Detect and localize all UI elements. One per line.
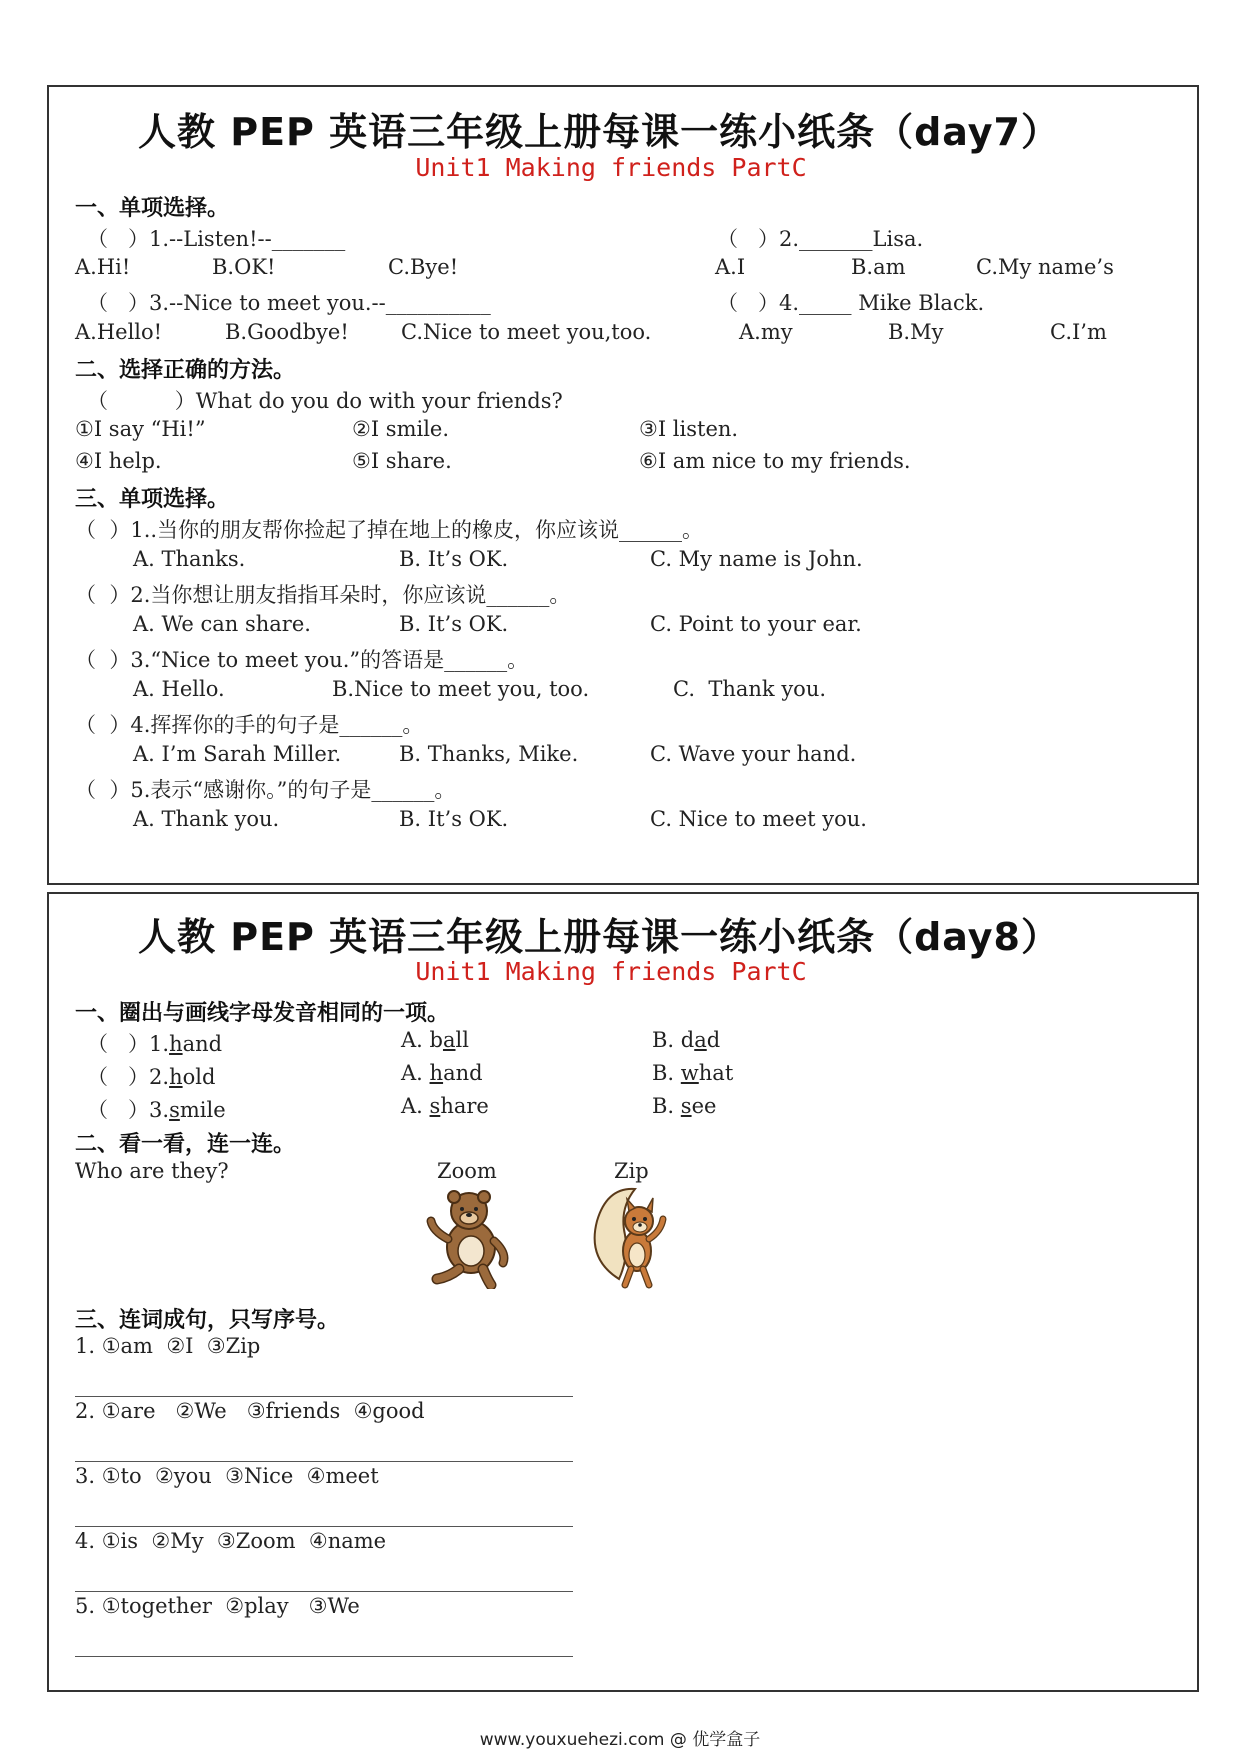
character-name-zoom: Zoom: [437, 1159, 497, 1183]
option: B. It’s OK.: [399, 547, 509, 571]
option: ④I help.: [75, 449, 162, 473]
option: ②I smile.: [352, 417, 450, 441]
question: Who are they?: [75, 1159, 229, 1183]
question-4: （ ）4._____ Mike Black.: [717, 291, 985, 315]
question-1: （ ）1.--Listen!--_______: [87, 227, 346, 251]
option: C. Nice to meet you.: [650, 807, 867, 831]
question-2: （ ）2.当你想让朋友指指耳朵时，你应该说______。: [75, 583, 571, 607]
section-heading: 一、单项选择。: [75, 196, 230, 221]
answer-line[interactable]: [75, 1656, 573, 1657]
worksheet-day7: [47, 85, 1199, 885]
section-heading: 三、单项选择。: [75, 487, 230, 512]
option: A.I: [715, 255, 746, 279]
footer-watermark: www.youxuehezi.com @ 优学盒子: [479, 1730, 761, 1750]
option: A. Hello.: [133, 677, 225, 701]
option-a: A. share: [401, 1094, 489, 1118]
worksheet-title: 人教 PEP 英语三年级上册每课一练小纸条（day7）: [137, 110, 1060, 154]
option: A. Thank you.: [133, 807, 280, 831]
answer-line[interactable]: [75, 1461, 573, 1462]
answer-line[interactable]: [75, 1396, 573, 1397]
section-heading: 二、选择正确的方法。: [75, 358, 296, 383]
section-heading: 三、连词成句，只写序号。: [75, 1308, 340, 1333]
option: B. Thanks, Mike.: [399, 742, 579, 766]
question-5: （ ）5.表示“感谢你。”的句子是______。: [75, 778, 456, 802]
sentence-item-5: 5. ①together ②play ③We: [75, 1594, 360, 1618]
option: B.OK!: [212, 255, 276, 279]
option: B.am: [851, 255, 906, 279]
sentence-item-3: 3. ①to ②you ③Nice ④meet: [75, 1464, 379, 1488]
option: C.My name’s: [976, 255, 1114, 279]
sentence-item-4: 4. ①is ②My ③Zoom ④name: [75, 1529, 387, 1553]
option: A. We can share.: [133, 612, 311, 636]
question: （ ）What do you do with your friends?: [87, 389, 563, 413]
option-b: B. what: [652, 1061, 734, 1085]
squirrel-zip-illustration: [589, 1179, 679, 1291]
question-1: （ ）1..当你的朋友帮你捡起了掉在地上的橡皮，你应该说______。: [75, 518, 704, 542]
option: ①I say “Hi!”: [75, 417, 206, 441]
option: ⑥I am nice to my friends.: [639, 449, 911, 473]
character-name-zip: Zip: [614, 1159, 649, 1183]
pronunciation-row: （ ）1.hand: [87, 1032, 223, 1056]
section-heading: 二、看一看，连一连。: [75, 1132, 296, 1157]
option: C.Nice to meet you,too.: [401, 320, 652, 344]
worksheet-title: 人教 PEP 英语三年级上册每课一练小纸条（day8）: [137, 915, 1060, 959]
section-heading: 一、圈出与画线字母发音相同的一项。: [75, 1001, 450, 1026]
sentence-item-2: 2. ①are ②We ③friends ④good: [75, 1399, 425, 1423]
pronunciation-row: （ ）3.smile: [87, 1098, 226, 1122]
answer-line[interactable]: [75, 1526, 573, 1527]
option: C.Bye!: [388, 255, 459, 279]
option-a: A. hand: [401, 1061, 483, 1085]
option: A.Hi!: [75, 255, 131, 279]
worksheet-subtitle: Unit1 Making friends PartC: [415, 153, 807, 182]
worksheet-subtitle: Unit1 Making friends PartC: [415, 957, 807, 986]
option: B.Goodbye!: [225, 320, 349, 344]
option-b: B. see: [652, 1094, 717, 1118]
option: ③I listen.: [639, 417, 739, 441]
worksheet-day8: [47, 892, 1199, 1692]
question-3: （ ）3.“Nice to meet you.”的答语是______。: [75, 648, 529, 672]
pronunciation-row: （ ）2.hold: [87, 1065, 216, 1089]
question-4: （ ）4.挥挥你的手的句子是______。: [75, 713, 424, 737]
option: C. Point to your ear.: [650, 612, 862, 636]
answer-line[interactable]: [75, 1591, 573, 1592]
option: B. It’s OK.: [399, 807, 509, 831]
option-b: B. dad: [652, 1028, 721, 1052]
option: A.my: [739, 320, 793, 344]
option: ⑤I share.: [352, 449, 452, 473]
bear-zoom-illustration: [421, 1179, 521, 1289]
question-3: （ ）3.--Nice to meet you.--__________: [87, 291, 491, 315]
option: C. My name is John.: [650, 547, 863, 571]
option: C. Thank you.: [673, 677, 827, 701]
question-2: （ ）2._______Lisa.: [717, 227, 924, 251]
option: B. It’s OK.: [399, 612, 509, 636]
option: C.I’m: [1050, 320, 1107, 344]
sentence-item-1: 1. ①am ②I ③Zip: [75, 1334, 261, 1358]
option: B.My: [888, 320, 944, 344]
option: B.Nice to meet you, too.: [332, 677, 590, 701]
option: A.Hello!: [75, 320, 163, 344]
option-a: A. ball: [401, 1028, 469, 1052]
option: A. I’m Sarah Miller.: [133, 742, 342, 766]
option: A. Thanks.: [133, 547, 246, 571]
option: C. Wave your hand.: [650, 742, 857, 766]
